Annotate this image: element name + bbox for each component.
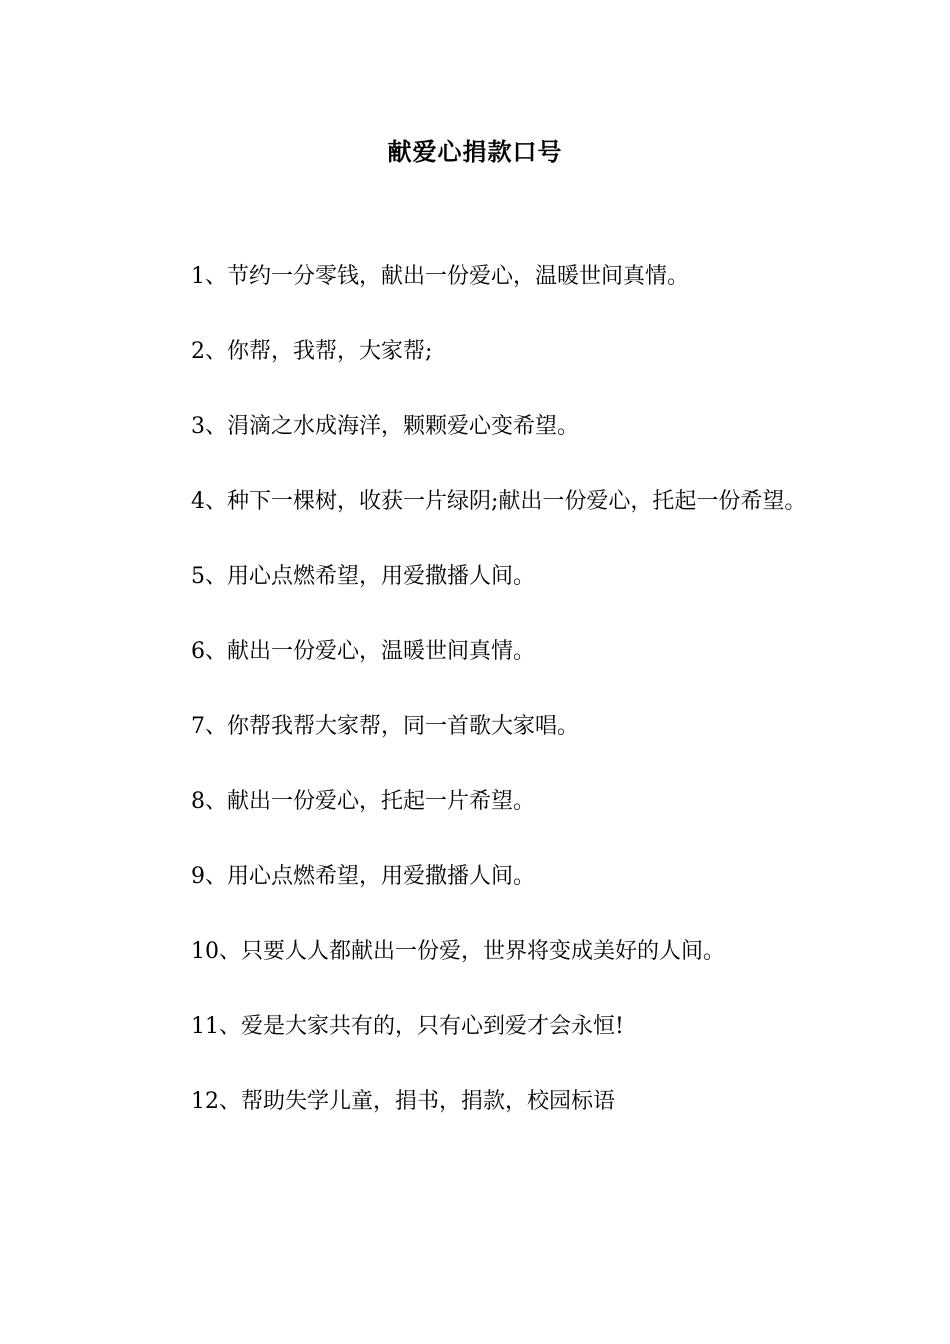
slogan-item-8: 8、献出一份爱心，托起一片希望。 <box>191 789 535 814</box>
slogan-item-4: 4、种下一棵树，收获一片绿阴;献出一份爱心，托起一份希望。 <box>191 489 807 514</box>
slogan-item-5: 5、用心点燃希望，用爱撒播人间。 <box>191 564 535 589</box>
slogan-item-2: 2、你帮，我帮，大家帮; <box>191 339 433 364</box>
slogan-item-12: 12、帮助失学儿童，捐书，捐款，校园标语 <box>191 1089 615 1114</box>
slogan-item-1: 1、节约一分零钱，献出一份爱心，温暖世间真情。 <box>191 264 689 289</box>
slogan-item-11: 11、爱是大家共有的，只有心到爱才会永恒! <box>191 1014 624 1039</box>
document-body <box>143 258 813 1158</box>
slogan-item-3: 3、涓滴之水成海洋，颗颗爱心变希望。 <box>191 414 579 439</box>
slogan-item-10: 10、只要人人都献出一份爱，世界将变成美好的人间。 <box>191 939 725 964</box>
slogan-item-6: 6、献出一份爱心，温暖世间真情。 <box>191 639 535 664</box>
document-title: 献爱心捐款口号 <box>387 138 563 166</box>
slogan-item-9: 9、用心点燃希望，用爱撒播人间。 <box>191 864 535 889</box>
slogan-item-7: 7、你帮我帮大家帮，同一首歌大家唱。 <box>191 714 579 739</box>
